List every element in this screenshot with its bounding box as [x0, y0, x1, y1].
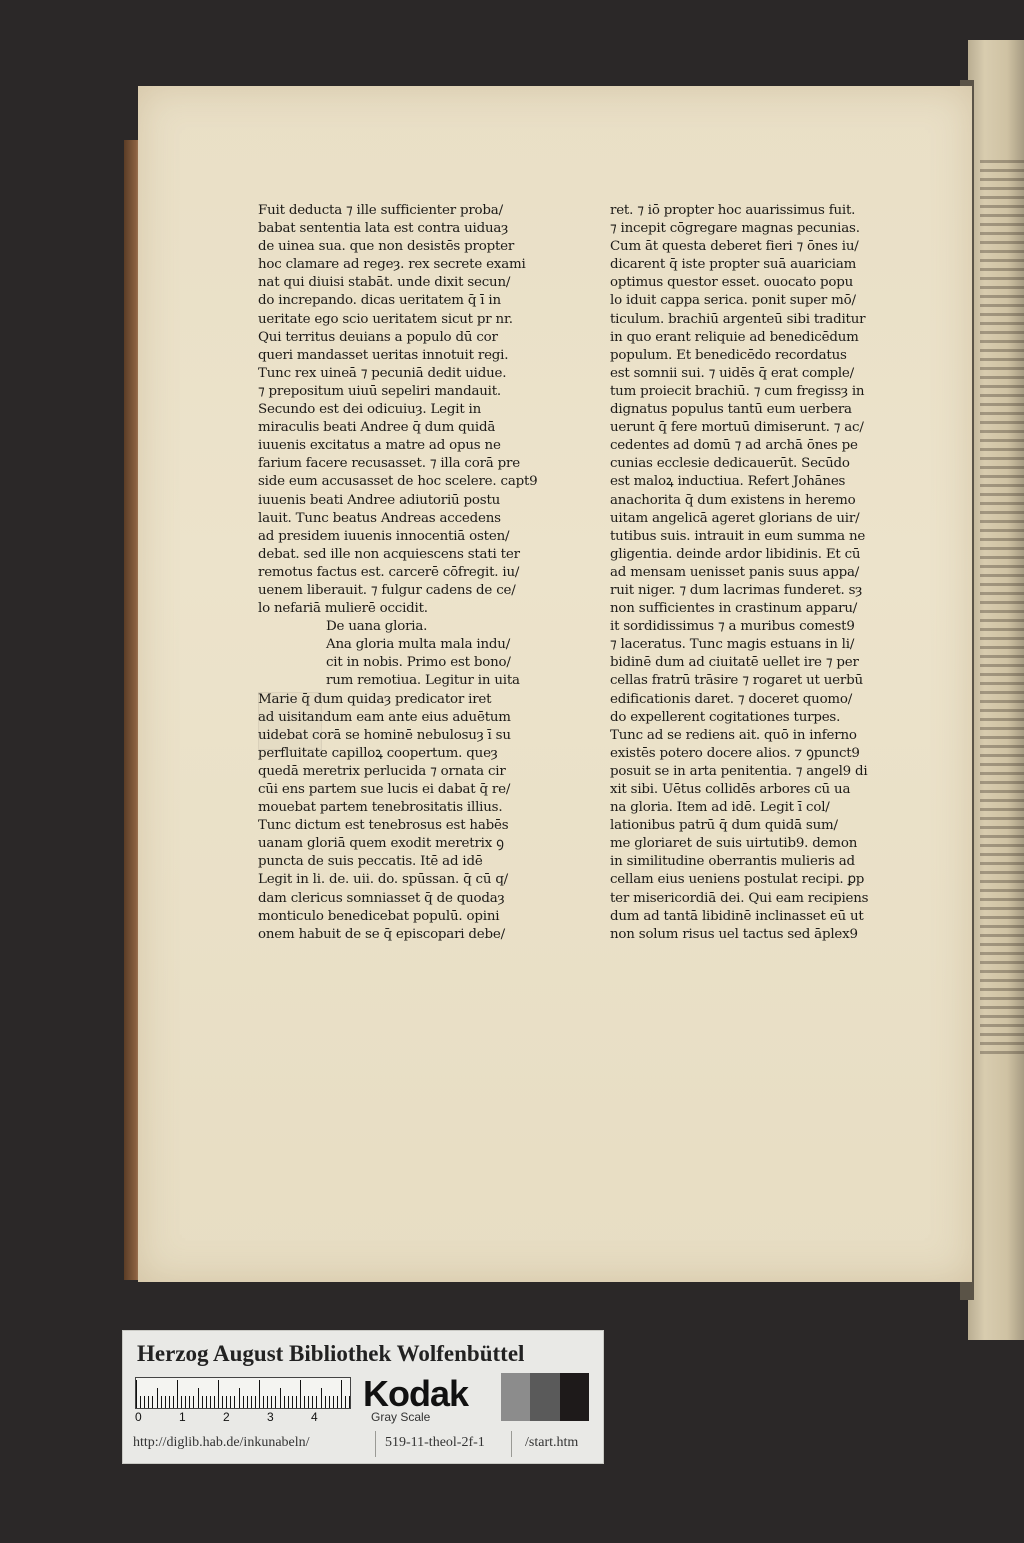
text-line: ad uisitandum eam ante eius aduētum: [258, 709, 511, 725]
text-line: dum ad tantā libidinē inclinasset eū ut: [610, 908, 864, 924]
text-line: est somnii sui. ⁊ uidēs q̄ erat comple/: [610, 365, 854, 381]
ruler-tick: [321, 1388, 322, 1408]
ruler-tick: [325, 1396, 326, 1408]
text-line: monticulo benedicebat populū. opini: [258, 908, 500, 924]
text-line: uanam gloriā quem exodit meretrix ꝯ: [258, 836, 504, 852]
ruler-tick: [329, 1396, 330, 1408]
ruler-tick: [345, 1396, 346, 1408]
ruler-number: 4: [311, 1410, 318, 1424]
text-line: ret. ⁊ iō propter hoc auarissimus fuit.: [610, 203, 856, 218]
text-line: uidebat corā se hominē nebulosuȝ ī su: [258, 727, 511, 743]
text-line: de uinea sua. que non desistēs propter: [258, 239, 515, 255]
ruler-tick: [288, 1396, 289, 1408]
text-line: babat sententia lata est contra uiduaȝ: [258, 221, 508, 237]
ruler-number: 2: [223, 1410, 230, 1424]
gray-swatch: [530, 1373, 559, 1421]
ruler-tick: [255, 1396, 256, 1408]
ruler-tick: [308, 1396, 309, 1408]
ruler-tick: [230, 1396, 231, 1408]
text-line: cedentes ad domū ⁊ ad archā ōnes pe: [610, 438, 858, 454]
text-line: Ana gloria multa mala indu/: [326, 637, 511, 653]
text-line: optimus questor esset. ouocato popu: [610, 275, 854, 291]
text-line: Marie q̄ dum quidaȝ predicator iret: [258, 691, 492, 707]
ruler-tick: [148, 1396, 149, 1408]
ruler-tick: [198, 1388, 199, 1408]
text-line: Legit̄ in li. de. uii. do. spūssan. q̄ cū q/: [258, 872, 508, 888]
text-line: existēs potero docere alios. ⁊ ꝯpunct9: [610, 745, 860, 761]
ruler-tick: [193, 1396, 194, 1408]
ruler-tick: [226, 1396, 227, 1408]
digilib-url: http://diglib.hab.de/inkunabeln/: [133, 1435, 310, 1450]
ruler-tick: [152, 1396, 153, 1408]
ruler-tick: [349, 1396, 350, 1408]
gray-swatch: [501, 1373, 530, 1421]
text-line: Secundo est dei odicuiuȝ. Legit̄ in: [258, 402, 482, 418]
text-line: Fuit deducta ⁊ ille sufficienter proba/: [258, 203, 503, 218]
text-line: cunias ecclesie dedicauerūt. Secūdo: [610, 456, 850, 472]
text-line: ruit niger. ⁊ dum lacrimas funderet. sȝ: [610, 582, 863, 598]
ruler-tick: [239, 1388, 240, 1408]
ruler-tick: [202, 1396, 203, 1408]
ruler-tick: [312, 1396, 313, 1408]
ruler-labels: [135, 1410, 349, 1424]
text-line: ⁊ laceratus. Tunc magis estuans in li/: [610, 637, 855, 653]
ruler-tick: [206, 1396, 207, 1408]
text-line: dam clericus somniasset q̄ de quodaȝ: [258, 890, 505, 906]
right-text-column: [610, 202, 910, 944]
ruler-tick: [337, 1396, 338, 1408]
ruler-tick: [333, 1396, 334, 1408]
institution-title: Herzog August Bibliothek Wolfenbüttel: [137, 1341, 525, 1366]
text-line: debat. sed ille non acquiescens stati ter: [258, 546, 520, 562]
text-line: na gloria. Item ad idē. Legit̄ ī col/: [610, 800, 830, 816]
ruler-number: 3: [267, 1410, 274, 1424]
ruler-tick: [247, 1396, 248, 1408]
text-line: Tunc rex uineā ⁊ pecuniā dedit uidue.: [258, 365, 507, 381]
ruler-tick: [296, 1396, 297, 1408]
ruler-tick: [185, 1396, 186, 1408]
ruler-tick: [284, 1396, 285, 1408]
ruler-tick: [271, 1396, 272, 1408]
ruler-tick: [161, 1396, 162, 1408]
text-line: me gloriaret̄ de suis uirtutib9. demon: [610, 836, 858, 852]
text-line: hoc clamare ad regeȝ. rex secrete exami: [258, 257, 526, 273]
ruler-tick: [140, 1396, 141, 1408]
text-line: uenem liberauit. ⁊ fulgur cadens de ce/: [258, 582, 516, 598]
ruler-tick: [144, 1396, 145, 1408]
text-line: dicarent q̄ iste propter suā auariciam: [610, 257, 857, 273]
text-line: lauit. Tunc beatus Andreas accedens: [258, 510, 501, 526]
text-line: ad mensam uenisset panis suus appa/: [610, 564, 860, 580]
text-line: in similitudine oberrantis mulieris ad: [610, 854, 855, 870]
start-path: /start.htm: [525, 1435, 579, 1450]
text-line: tum proiecit brachiū. ⁊ cum fregissȝ in: [610, 383, 865, 399]
ruler-tick: [292, 1396, 293, 1408]
text-line: it sordidissimus ⁊ a muribus comest9: [610, 619, 855, 635]
text-line: cellas fratrū trāsire ⁊ rogaret̄ ut uerbū: [610, 673, 863, 689]
ruler-tick: [234, 1396, 235, 1408]
ruler-tick: [304, 1396, 305, 1408]
text-line: bidinē dum ad ciuitatē uellet ire ⁊ per: [610, 655, 859, 671]
text-line: ad presidem iuuenis innocentiā osten/: [258, 528, 510, 544]
text-line: cellam eius ueniens postulat recipi. ꝑp: [610, 872, 865, 888]
text-line: Tunc ad se rediens ait. quō in inferno: [610, 727, 857, 743]
ruler-tick: [275, 1396, 276, 1408]
ruler-number: 0: [135, 1410, 142, 1424]
ruler-tick: [267, 1396, 268, 1408]
ruler-tick: [259, 1380, 260, 1408]
text-line: lo nefariā mulierē occidit.: [258, 601, 428, 617]
left-text-column: [258, 202, 558, 944]
text-line: cūi ens partem sue lucis ei dabat q̄ re/: [258, 782, 511, 797]
text-line: do expellerent̄ cogitationes turpes.: [610, 709, 841, 725]
text-line: queri mandasset ueritas innotuit regi.: [258, 347, 509, 363]
ruler-tick: [177, 1380, 178, 1408]
color-target-card: [122, 1330, 604, 1464]
text-line: puncta de suis peccatis. Itē ad idē: [258, 854, 483, 870]
ruler-number: 1: [179, 1410, 186, 1424]
text-line: perfluitate capilloꝝ coopertum. queȝ: [258, 745, 498, 761]
ruler-tick: [165, 1396, 166, 1408]
text-line: ticulum. brachiū argenteū sibi traditur: [610, 311, 866, 327]
ruler-tick: [210, 1396, 211, 1408]
text-line: est maloꝝ inductiua. Refert Johānes: [610, 474, 846, 490]
text-line: anachorita q̄ dum existens in heremo: [610, 492, 856, 508]
ruler-tick: [181, 1396, 182, 1408]
text-line: non solum risus uel tactus sed āplex9: [610, 926, 858, 942]
text-line: uitam angelicā ageret glorians de uir/: [610, 510, 860, 526]
text-line: iuuenis beati Andree adiutoriū postu: [258, 492, 501, 508]
text-line: posuit se in arta penitentia. ⁊ angel9 di: [610, 763, 868, 779]
text-line: lationibus patrū q̄ dum quidā sum/: [610, 818, 838, 834]
ruler-tick: [316, 1396, 317, 1408]
text-line: ⁊ incepit cōgregare magnas pecunias.: [610, 221, 860, 237]
text-line: farium facere recusasset. ⁊ illa corā pre: [258, 456, 520, 472]
text-line: dignatus populus tantū eum uerbera: [610, 402, 852, 418]
facing-page-text-bleed: [980, 160, 1024, 1060]
text-line: Tunc dictum est tenebrosus est habēs: [258, 818, 509, 834]
text-line: De uana gloria.: [326, 619, 428, 635]
text-line: iuuenis excitatus a matre ad opus ne: [258, 438, 501, 454]
text-line: lo iduit̄ cappa serica. ponit̄ super mō/: [610, 293, 856, 309]
text-line: Qui territus deuians a populo dū cor: [258, 329, 498, 345]
ruler-tick: [341, 1380, 342, 1408]
ruler-tick: [280, 1388, 281, 1408]
measurement-ruler: [135, 1377, 351, 1409]
ruler-tick: [218, 1380, 219, 1408]
text-line: in quo erant reliquie ad benedicēdum: [610, 329, 859, 345]
ruler-tick: [243, 1396, 244, 1408]
ruler-tick: [251, 1396, 252, 1408]
gray-scale-swatches: [501, 1373, 589, 1421]
ruler-tick: [157, 1388, 158, 1408]
ruler-tick: [169, 1396, 170, 1408]
ruler-tick: [263, 1396, 264, 1408]
text-line: Cum āt questa deberet fieri ⁊ ōnes iu/: [610, 239, 859, 255]
text-line: miraculis beati Andree q̄ dum quidā: [258, 420, 496, 436]
text-line: ⁊ prepositum uiuū sepeliri mandauit.: [258, 383, 501, 399]
ruler-tick: [173, 1396, 174, 1408]
text-line: ter misericordiā dei. Qui eam recipiens: [610, 890, 869, 906]
ruler-tick: [222, 1396, 223, 1408]
text-line: quedā meretrix perlucida ⁊ ornata cir: [258, 763, 506, 779]
text-line: onem habuit de se q̄ episcopari debe/: [258, 926, 505, 942]
text-line: uerunt q̄ fere mortuū dimiserunt. ⁊ ac/: [610, 420, 864, 436]
gray-swatch: [560, 1373, 589, 1421]
text-line: remotus factus est. carcerē cōfregit. iu/: [258, 564, 520, 580]
text-line: side eum accusasset de hoc scelere. capt9: [258, 474, 538, 490]
ruler-tick: [214, 1396, 215, 1408]
text-line: xit sibi. Uētus collidēs arbores cū ua: [610, 782, 851, 797]
text-line: do increpando. dicas ueritatem q̄ ī in: [258, 293, 501, 309]
ruler-tick: [136, 1380, 137, 1408]
text-line: edificationis daret. ⁊ doceret quomo/: [610, 691, 853, 707]
text-line: non sufficientes in crastinum apparu/: [610, 601, 858, 617]
text-line: populum. Et benedicēdo recordatus: [610, 347, 847, 363]
text-line: tutibus suis. intrauit in eum summa ne: [610, 528, 866, 544]
text-line: gligentia. deinde ardor libidinis. Et cū: [610, 546, 861, 562]
text-line: rum remotiua. Legitur in uita: [326, 673, 520, 689]
text-line: cit in nobis. Primo est bono/: [326, 655, 511, 671]
ruler-tick: [300, 1380, 301, 1408]
target-footer: [123, 1431, 603, 1457]
kodak-logo: Kodak: [363, 1373, 469, 1414]
gray-scale-label: Gray Scale: [371, 1410, 431, 1424]
text-line: ueritate ego scio ueritatem sicut pr nr.: [258, 311, 513, 327]
text-line: mouebat partem tenebrositatis illius.: [258, 800, 503, 816]
text-line: nat qui diuisi stabāt. unde dixit secun/: [258, 275, 511, 291]
ruler-tick: [189, 1396, 190, 1408]
shelfmark: 519-11-theol-2f-1: [385, 1435, 485, 1450]
